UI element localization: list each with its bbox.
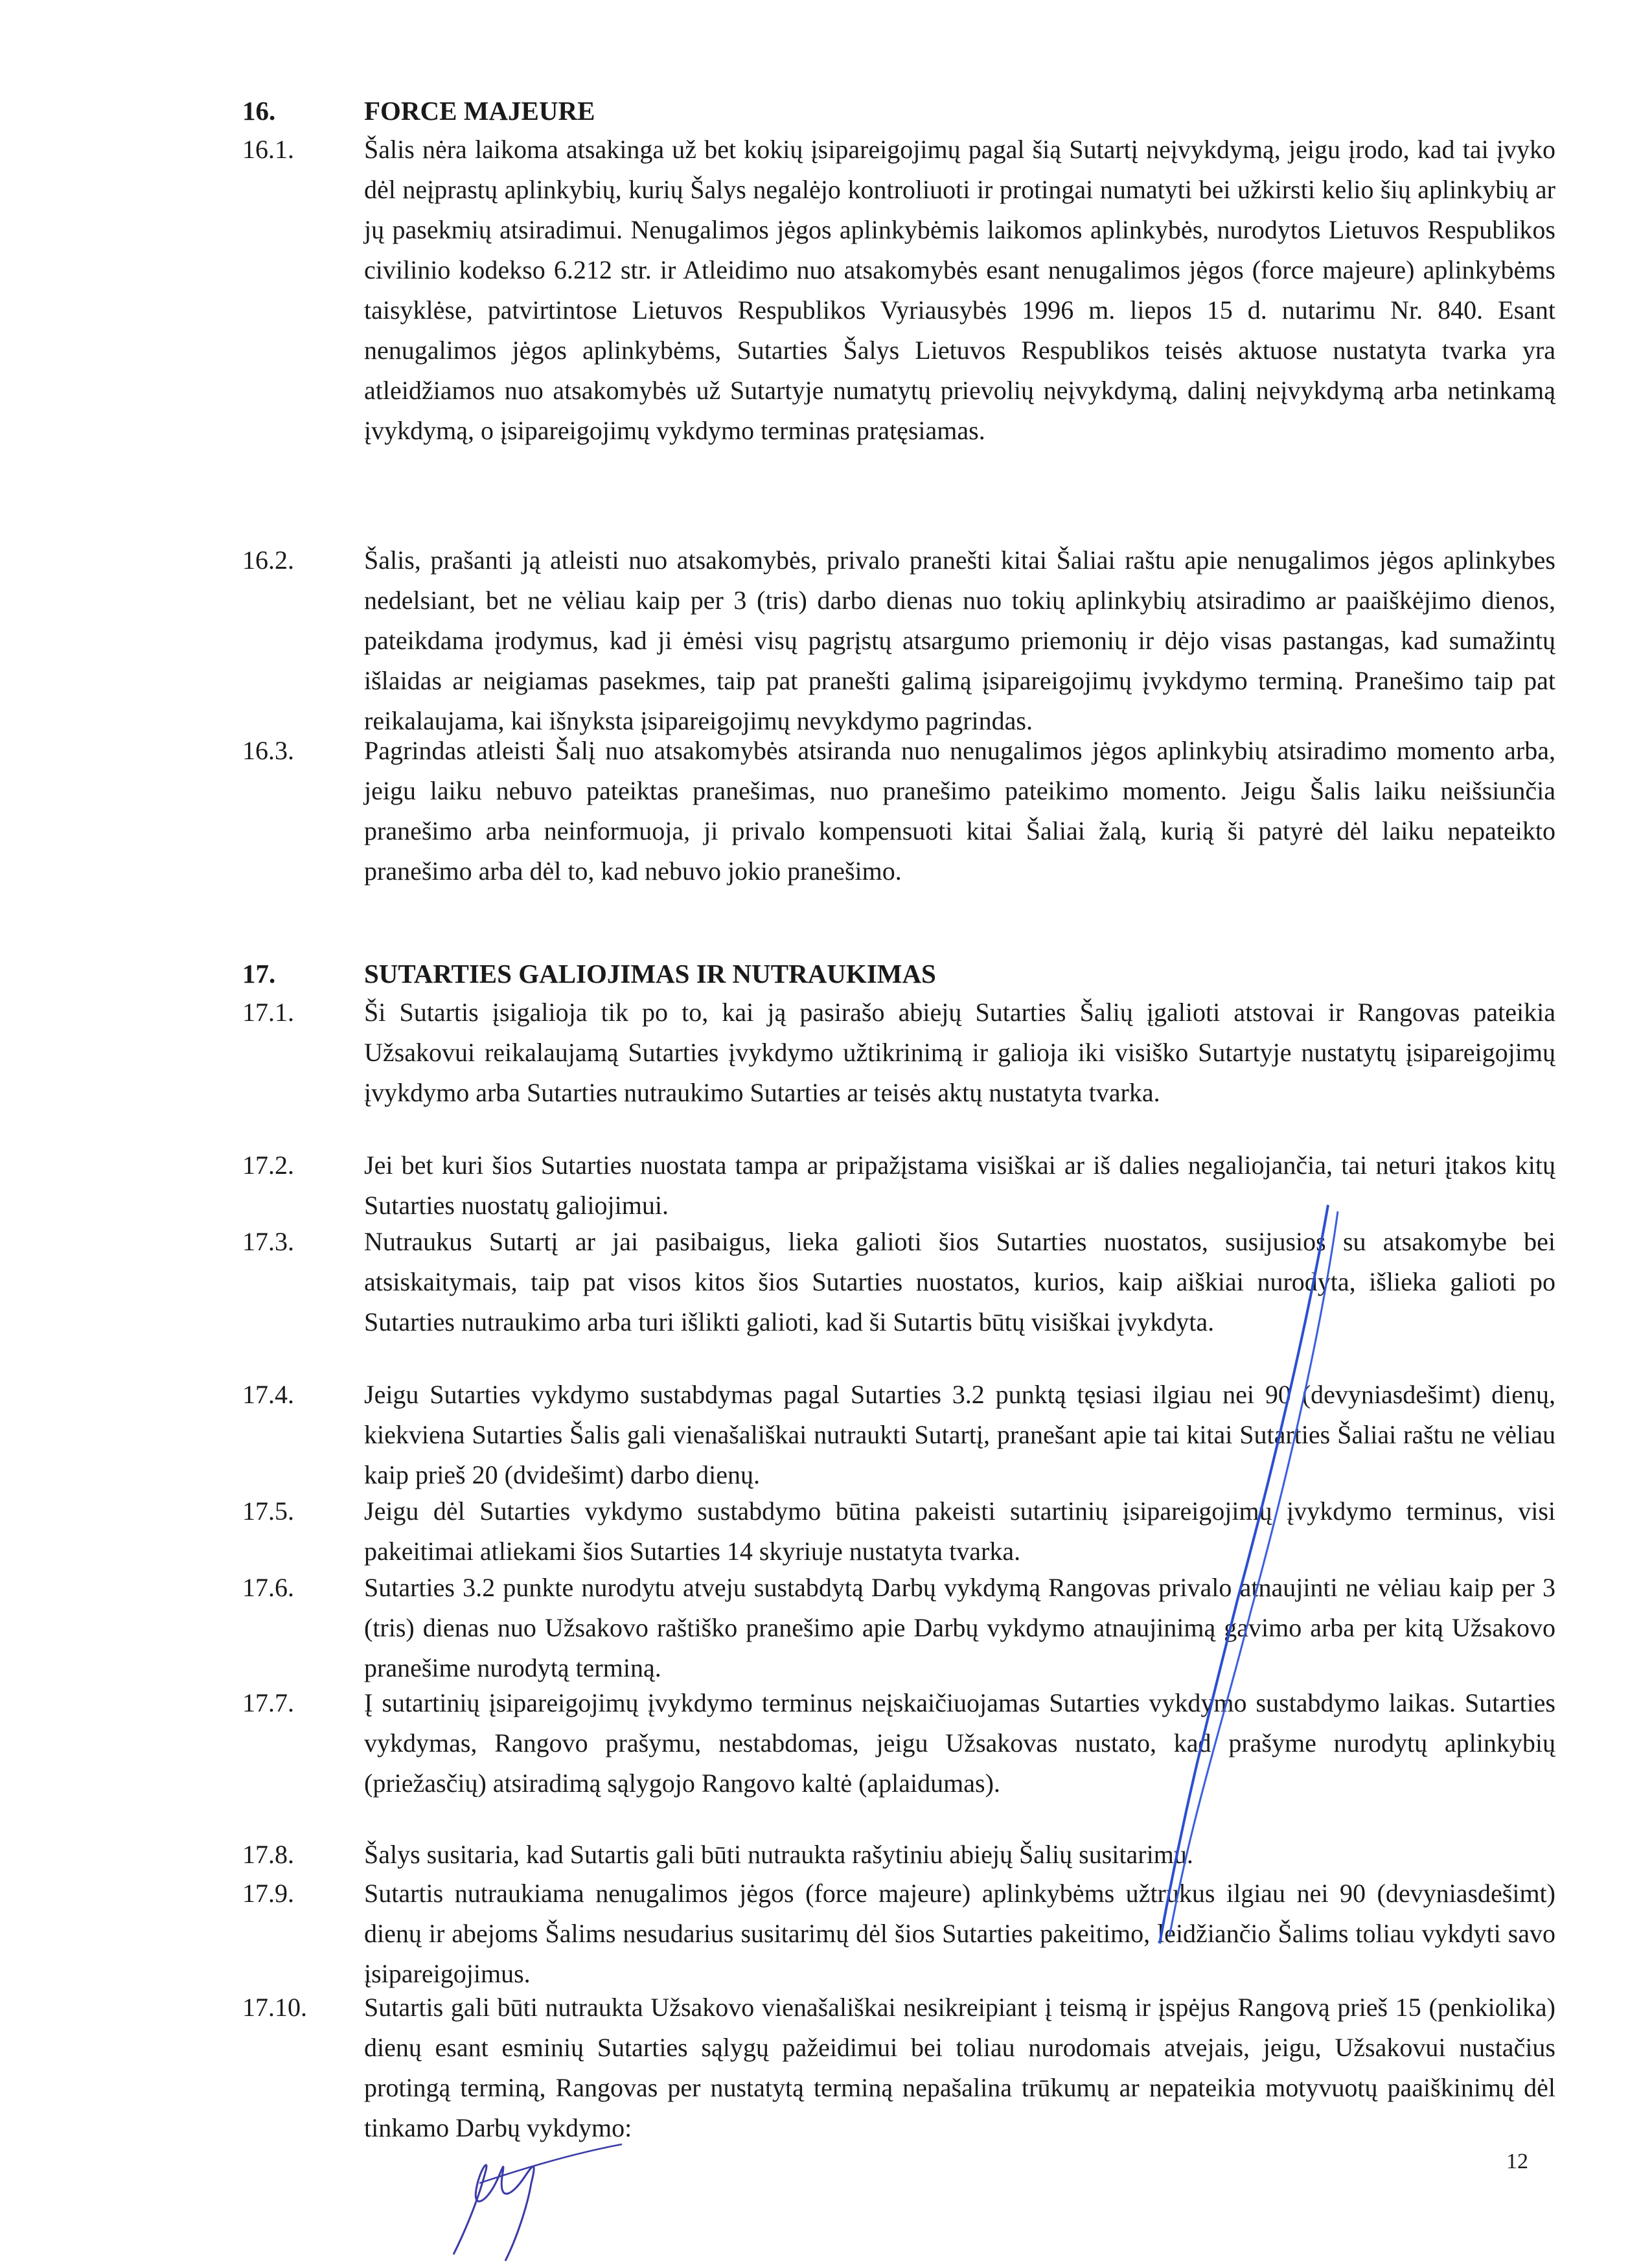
clause-number: 17.8.: [242, 1840, 294, 1869]
clause-text: Jeigu dėl Sutarties vykdymo sustabdymo būtina pakeisti sutartinių įsipareigojimų įvykdymo terminus, visi pakeitimai atliekami šios Sutarties 14 skyriuje nustatyta tvarka.: [364, 1496, 1555, 1566]
section-number: 16.: [242, 96, 276, 126]
clause-17-6: [242, 1568, 1557, 1688]
clause-text: Sutartis gali būti nutraukta Užsakovo vienašališkai nesikreipiant į teismą ir įspėjus Rangovą prieš 15 (penkiolika) dienų esant esminių Sutarties sąlygų pažeidimui bei toliau nurodomais atvejais, jeigu, Užsakovui nustačius protingą terminą, Rangovas per nustatytą terminą nepašalina trūkumų ar nepateikia motyvuotų paaiškinimų dėl tinkamo Darbų vykdymo:: [364, 1993, 1555, 2142]
clause-17-7: [242, 1683, 1557, 1804]
clause-text: Sutartis nutraukiama nenugalimos jėgos (force majeure) aplinkybėms užtrukus ilgiau nei 90 (devyniasdešimt) dienų ir abejoms Šalims nesudarius susitarimų dėl šios Sutarties pakeitimo, leidžiančio Šalims toliau vykdyti savo įsipareigojimus.: [364, 1879, 1555, 1988]
clause-text: Šalys susitaria, kad Sutartis gali būti nutraukta rašytiniu abiejų Šalių susitarimu.: [364, 1840, 1193, 1869]
clause-17-3: [242, 1222, 1557, 1342]
clause-number: 17.9.: [242, 1879, 294, 1908]
clause-text: Ši Sutartis įsigalioja tik po to, kai ją pasirašo abiejų Sutarties Šalių įgalioti atstovai ir Rangovas pateikia Užsakovui reikalaujamą Sutarties įvykdymo užtikrinimą ir galioja iki visiško Sutartyje nustatytų įsipareigojimų įvykdymo arba Sutarties nutraukimo Sutarties ar teisės aktų nustatyta tvarka.: [364, 998, 1555, 1107]
clause-number: 16.1.: [242, 135, 294, 164]
clause-number: 17.5.: [242, 1496, 294, 1526]
clause-17-4: [242, 1375, 1557, 1495]
clause-text: Jei bet kuri šios Sutarties nuostata tampa ar pripažįstama visiškai ar iš dalies negaliojančia, tai neturi įtakos kitų Sutarties nuostatų galiojimui.: [364, 1151, 1555, 1220]
clause-text: Nutraukus Sutartį ar jai pasibaigus, lieka galioti šios Sutarties nuostatos, susijusios su atsakomybe bei atsiskaitymais, taip pat visos kitos šios Sutarties nuostatos, kurios, kaip aiškiai nurodyta, išlieka galioti po Sutarties nutraukimo arba turi išlikti galioti, kad ši Sutartis būtų visiškai įvykdyta.: [364, 1227, 1555, 1336]
clause-number: 17.4.: [242, 1380, 294, 1409]
clause-number: 16.2.: [242, 545, 294, 575]
section-title: SUTARTIES GALIOJIMAS IR NUTRAUKIMAS: [364, 959, 936, 989]
clause-17-2: [242, 1145, 1557, 1226]
clause-17-9: [242, 1873, 1557, 1994]
clause-number: 16.3.: [242, 736, 294, 765]
clause-text: Pagrindas atleisti Šalį nuo atsakomybės atsiranda nuo nenugalimos jėgos aplinkybių atsiradimo momento arba, jeigu laiku nebuvo pateiktas pranešimas, nuo pranešimo pateikimo momento. Jeigu Šalis laiku neišsiunčia pranešimo arba neinformuoja, ji privalo kompensuoti kitai Šaliai žalą, kurią ši patyrė dėl laiku nepateikto pranešimo arba dėl to, kad nebuvo jokio pranešimo.: [364, 736, 1555, 886]
clause-17-10: [242, 1987, 1557, 2148]
clause-16-2: [242, 540, 1557, 741]
clause-text: Į sutartinių įsipareigojimų įvykdymo terminus neįskaičiuojamas Sutarties vykdymo sustabdymo laikas. Sutarties vykdymas, Rangovo prašymu, nestabdomas, jeigu Užsakovas nustato, kad prašyme nurodytų aplinkybių (priežasčių) atsiradimą sąlygojo Rangovo kaltė (aplaidumas).: [364, 1688, 1555, 1798]
clause-number: 17.3.: [242, 1227, 294, 1256]
page-number: 12: [1506, 2149, 1528, 2173]
clause-17-1: [242, 992, 1557, 1113]
clause-17-8: [242, 1835, 1557, 1875]
clause-text: Sutarties 3.2 punkte nurodytu atveju sustabdytą Darbų vykdymą Rangovas privalo atnaujinti ne vėliau kaip per 3 (tris) dienas nuo Užsakovo raštiško pranešimo apie Darbų vykdymo atnaujinimą gavimo arba per kitą Užsakovo pranešime nurodytą terminą.: [364, 1573, 1555, 1682]
clause-16-1: [242, 130, 1557, 451]
clause-number: 17.7.: [242, 1688, 294, 1717]
clause-number: 17.2.: [242, 1151, 294, 1180]
clause-text: Jeigu Sutarties vykdymo sustabdymas pagal Sutarties 3.2 punktą tęsiasi ilgiau nei 90 (devyniasdešimt) dienų, kiekviena Sutarties Šalis gali vienašališkai nutraukti Sutartį, pranešant apie tai kitai Sutarties Šaliai raštu ne vėliau kaip prieš 20 (dvidešimt) darbo dienų.: [364, 1380, 1555, 1489]
clause-17-5: [242, 1491, 1557, 1572]
clause-number: 17.1.: [242, 998, 294, 1027]
clause-number: 17.6.: [242, 1573, 294, 1602]
section-heading-16: [242, 95, 1538, 127]
clause-number: 17.10.: [242, 1993, 307, 2022]
clause-16-3: [242, 731, 1557, 891]
signature-initials: [441, 2131, 635, 2267]
section-title: FORCE MAJEURE: [364, 96, 595, 126]
section-heading-17: [242, 957, 1538, 990]
clause-text: Šalis nėra laikoma atsakinga už bet kokių įsipareigojimų pagal šią Sutartį neįvykdymą, jeigu įrodo, kad tai įvyko dėl neįprastų aplinkybių, kurių Šalys negalėjo kontroliuoti ir protingai numatyti bei užkirsti kelio šių aplinkybių ar jų pasekmių atsiradimui. Nenugalimos jėgos aplinkybėmis laikomos aplinkybės, nurodytos Lietuvos Respublikos civilinio kodekso 6.212 str. ir Atleidimo nuo atsakomybės esant nenugalimos jėgos (force majeure) aplinkybėms taisyklėse, patvirtintose Lietuvos Respublikos Vyriausybės 1996 m. liepos 15 d. nutarimu Nr. 840. Esant nenugalimos jėgos aplinkybėms, Sutarties Šalys Lietuvos Respublikos teisės aktuose nustatyta tvarka yra atleidžiamos nuo atsakomybės už Sutartyje numatytų prievolių neįvykdymą, dalinį neįvykdymą arba netinkamą įvykdymą, o įsipareigojimų vykdymo terminas pratęsiamas.: [364, 135, 1555, 445]
clause-text: Šalis, prašanti ją atleisti nuo atsakomybės, privalo pranešti kitai Šaliai raštu apie nenugalimos jėgos aplinkybes nedelsiant, bet ne vėliau kaip per 3 (tris) darbo dienas nuo tokių aplinkybių atsiradimo ar paaiškėjimo dienos, pateikdama įrodymus, kad ji ėmėsi visų pagrįstų atsargumo priemonių ir dėjo visas pastangas, kad sumažintų išlaidas ar neigiamas pasekmes, taip pat pranešti galimą įsipareigojimų įvykdymo terminą. Pranešimo taip pat reikalaujama, kai išnyksta įsipareigojimų nevykdymo pagrindas.: [364, 545, 1555, 735]
section-number: 17.: [242, 959, 276, 989]
